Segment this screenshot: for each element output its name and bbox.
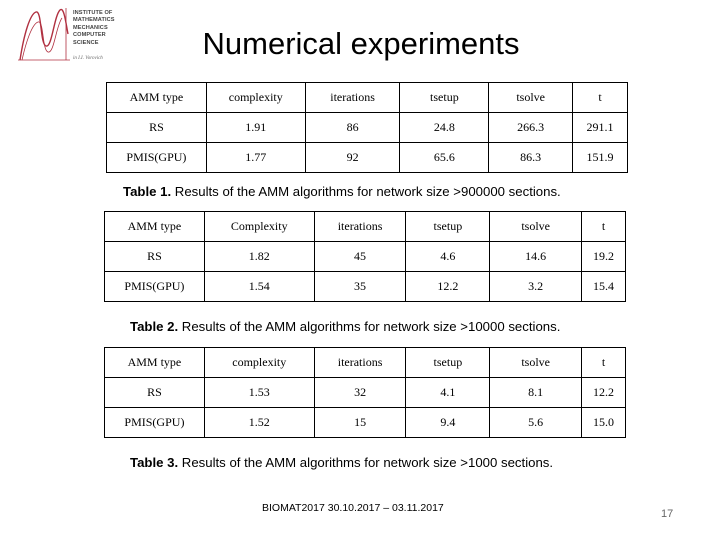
table-cell: 24.8 [400,113,489,143]
table-cell: PMIS(GPU) [105,272,205,302]
table-cell: PMIS(GPU) [107,143,207,173]
table-cell: 92 [305,143,400,173]
table-row [107,113,628,143]
footer-text: BIOMAT2017 30.10.2017 – 03.11.2017 [262,502,444,514]
results-table-2 [104,211,626,302]
table-row [105,408,626,438]
table-row [105,272,626,302]
logo-line: INSTITUTE OF [73,10,113,16]
table-cell: 45 [314,242,406,272]
header-cell: AMM type [107,83,207,113]
header-cell: tsolve [490,212,582,242]
table-cell: 14.6 [490,242,582,272]
table-caption-1 [123,184,561,199]
header-cell: AMM type [105,212,205,242]
caption-label: Table 2. [130,319,179,334]
results-table-1 [106,82,628,173]
table-cell: 15 [314,408,406,438]
table-cell: 1.82 [204,242,314,272]
caption-text: Results of the AMM algorithms for network size >900000 sections. [171,184,561,199]
header-cell: tsolve [490,348,582,378]
table-cell: 35 [314,272,406,302]
table-cell: RS [105,378,205,408]
header-cell: iterations [305,83,400,113]
table-cell: 1.52 [204,408,314,438]
table-cell: 65.6 [400,143,489,173]
table-cell: 4.1 [406,378,490,408]
header-cell: tsetup [406,212,490,242]
table-cell: 291.1 [573,113,628,143]
header-cell: tsetup [400,83,489,113]
table-header-row [105,348,626,378]
results-table-3 [104,347,626,438]
header-cell: iterations [314,212,406,242]
header-cell: t [573,83,628,113]
table-cell: 4.6 [406,242,490,272]
caption-text: Results of the AMM algorithms for network size >1000 sections. [178,455,554,470]
table-cell: 86.3 [489,143,573,173]
table-cell: 1.53 [204,378,314,408]
table-cell: 8.1 [490,378,582,408]
header-cell: tsolve [489,83,573,113]
table-cell: 12.2 [406,272,490,302]
table-cell: 3.2 [490,272,582,302]
logo-line: SCIENCE [73,39,99,46]
table-cell: RS [107,113,207,143]
table-cell: 15.4 [582,272,626,302]
caption-text: Results of the AMM algorithms for network size >10000 sections. [178,319,561,334]
header-cell: AMM type [105,348,205,378]
header-cell: iterations [314,348,406,378]
caption-label: Table 3. [130,455,179,470]
table-cell: 1.91 [206,113,305,143]
header-cell: tsetup [406,348,490,378]
table-row [107,143,628,173]
logo-line: MECHANICS [73,24,108,31]
table-cell: 5.6 [490,408,582,438]
header-cell: complexity [206,83,305,113]
table-header-row [107,83,628,113]
header-cell: complexity [204,348,314,378]
table-cell: 32 [314,378,406,408]
slide-title [0,26,720,62]
table-cell: 15.0 [582,408,626,438]
table-cell: 1.77 [206,143,305,173]
header-cell: Complexity [204,212,314,242]
table-row [105,378,626,408]
table-cell: 151.9 [573,143,628,173]
page-number: 17 [661,508,674,520]
slide-title-text: Numerical experiments [202,26,520,61]
table-cell: 266.3 [489,113,573,143]
table-cell: RS [105,242,205,272]
table-cell: 19.2 [582,242,626,272]
table-cell: PMIS(GPU) [105,408,205,438]
logo-sub: in I.I. Vorovich [73,56,103,61]
table-caption-2 [130,319,560,334]
header-cell: t [582,212,626,242]
table-row [105,242,626,272]
logo-line: MATHEMATICS [73,17,115,24]
table-cell: 12.2 [582,378,626,408]
table-caption-3 [130,455,553,470]
caption-label: Table 1. [123,184,172,199]
logo-line: COMPUTER [73,32,106,39]
table-cell: 86 [305,113,400,143]
table-cell: 9.4 [406,408,490,438]
header-cell: t [582,348,626,378]
table-header-row [105,212,626,242]
table-cell: 1.54 [204,272,314,302]
